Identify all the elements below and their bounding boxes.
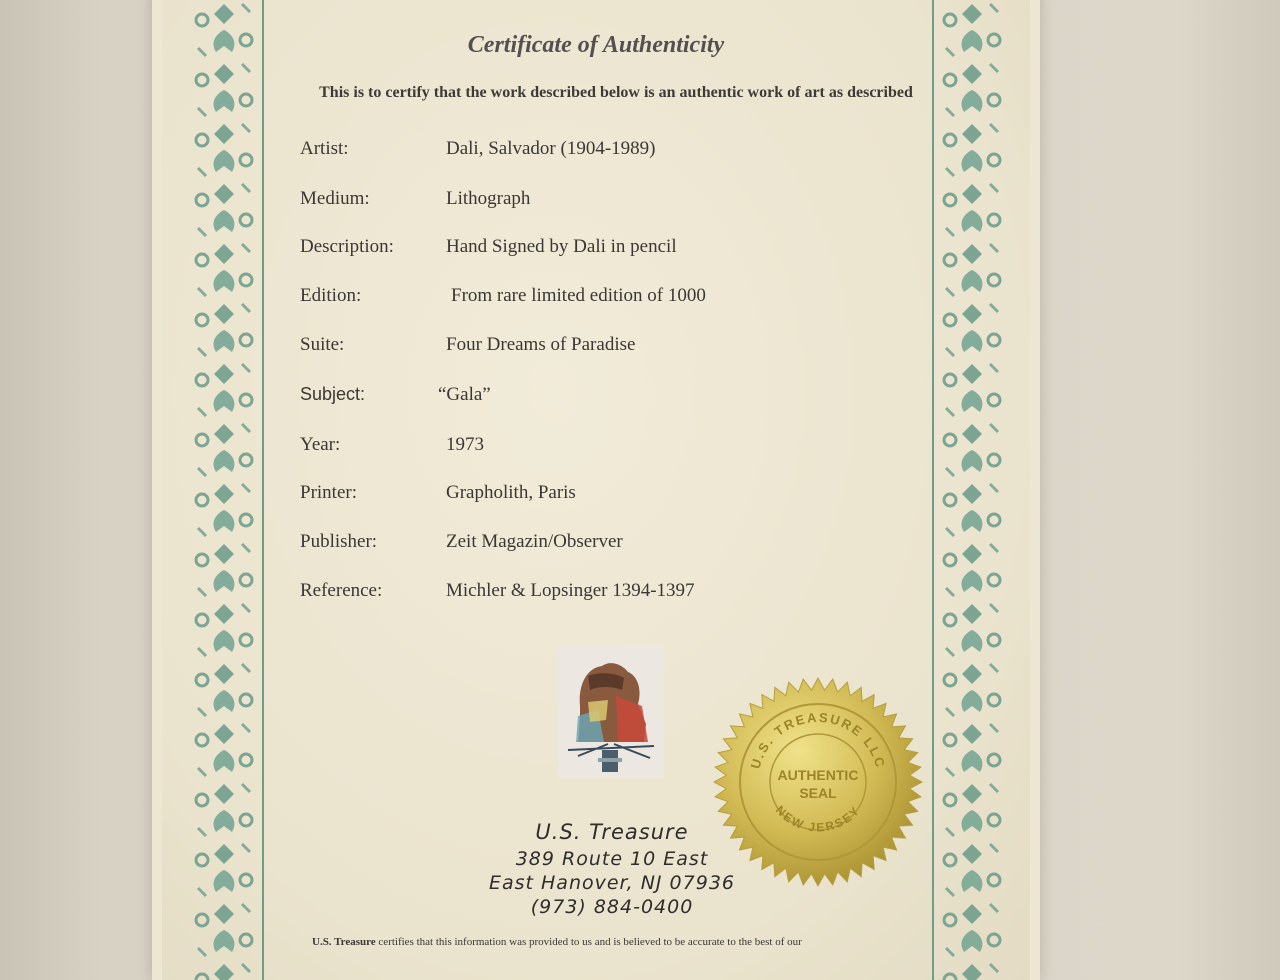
footer-text: certifies that this information was provided to us and is believed to be accurate to the best of our	[378, 936, 802, 948]
field-label: Medium:	[300, 188, 370, 209]
field-label: Description:	[300, 236, 394, 257]
field-label: Suite:	[300, 334, 345, 355]
seal-center-line2: SEAL	[799, 785, 837, 801]
border-inner-line-right	[932, 0, 934, 980]
field-value: From rare limited edition of 1000	[451, 285, 706, 306]
issuer-name: U.S. Treasure	[535, 820, 689, 844]
certificate-intro: This is to certify that the work described below is an authentic work of art as described	[319, 84, 913, 101]
field-value: Dali, Salvador (1904-1989)	[446, 138, 656, 159]
field-value: Hand Signed by Dali in pencil	[446, 236, 677, 257]
ornamental-border-left	[192, 0, 256, 980]
certificate-paper	[162, 0, 1030, 980]
field-label: Printer:	[300, 482, 357, 503]
field-label: Reference:	[300, 580, 383, 601]
ornamental-border-right	[940, 0, 1004, 980]
seal-top-text: U.S. TREASURE LLC	[747, 709, 889, 771]
field-value: “Gala”	[438, 384, 491, 405]
artwork-thumbnail	[558, 646, 664, 778]
issuer-phone: (973) 884-0400	[530, 896, 694, 918]
certificate-sheet	[152, 0, 1040, 980]
authentic-seal	[712, 676, 924, 888]
field-value: Grapholith, Paris	[446, 482, 576, 503]
footer-bold: U.S. Treasure	[312, 936, 376, 948]
certificate-footer	[312, 936, 802, 948]
seal-bottom-text: NEW JERSEY	[772, 802, 864, 835]
border-inner-line-left	[262, 0, 264, 980]
field-value: Michler & Lopsinger 1394-1397	[446, 580, 695, 601]
field-value: 1973	[446, 434, 484, 455]
field-value: Zeit Magazin/Observer	[446, 531, 623, 552]
field-label: Subject:	[300, 384, 366, 404]
field-label: Year:	[300, 434, 341, 455]
field-label: Edition:	[300, 285, 362, 306]
seal-center-line1: AUTHENTIC	[777, 767, 859, 783]
issuer-address-line2: East Hanover, NJ 07936	[488, 872, 735, 894]
field-value: Four Dreams of Paradise	[446, 334, 636, 355]
field-value: Lithograph	[446, 188, 531, 209]
certificate-title: Certificate of Authenticity	[467, 32, 725, 58]
field-label: Publisher:	[300, 531, 378, 552]
field-label: Artist:	[300, 138, 349, 159]
issuer-address-line1: 389 Route 10 East	[515, 848, 709, 870]
